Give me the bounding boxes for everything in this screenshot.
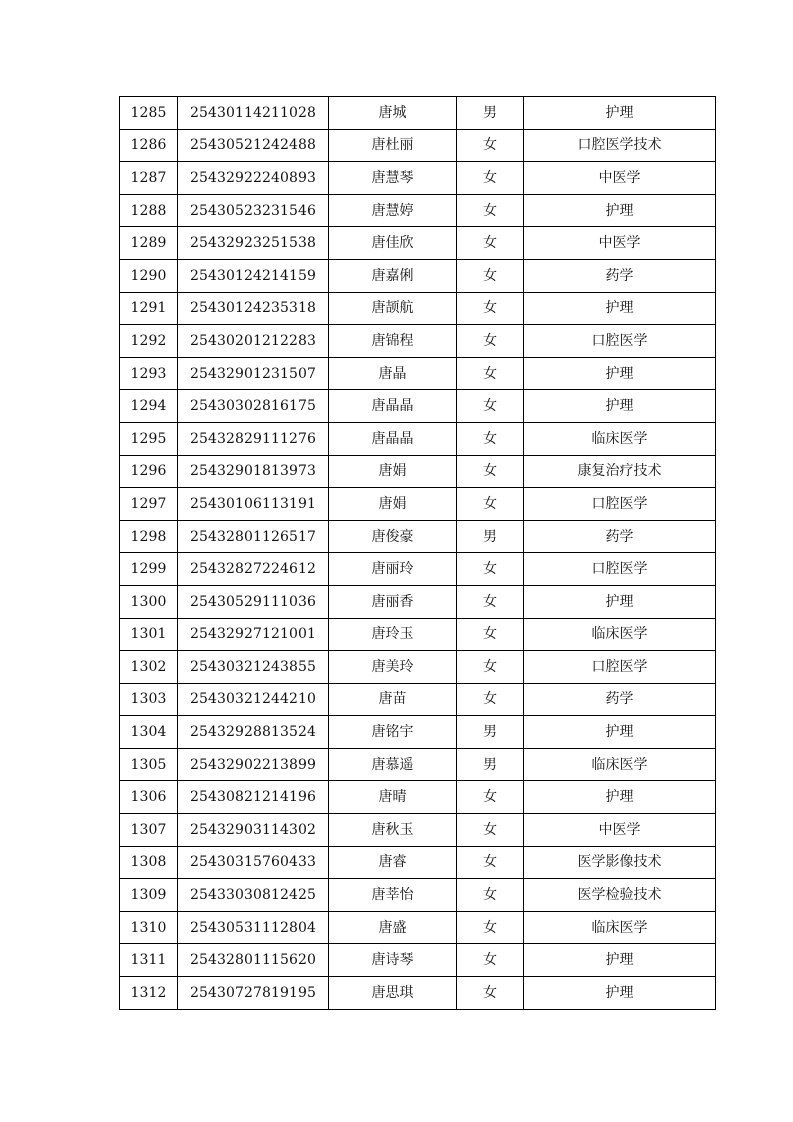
table-row [120,781,716,814]
student-id-cell: 25432922240893 [178,162,329,195]
student-name-cell: 唐杜丽 [329,129,457,162]
student-name-cell: 唐丽玲 [329,553,457,586]
student-name-cell: 唐睿 [329,846,457,879]
major-cell: 护理 [524,292,716,325]
row-number-cell: 1298 [120,520,178,553]
row-number-cell: 1300 [120,585,178,618]
student-id-cell: 25430727819195 [178,977,329,1010]
gender-cell: 女 [457,129,524,162]
student-name-cell: 唐秋玉 [329,814,457,847]
student-name-cell: 唐铭宇 [329,716,457,749]
student-name-cell: 唐城 [329,97,457,130]
gender-cell: 女 [457,553,524,586]
row-number-cell: 1311 [120,944,178,977]
student-name-cell: 唐慧婷 [329,194,457,227]
gender-cell: 女 [457,325,524,358]
row-number-cell: 1285 [120,97,178,130]
table-row [120,227,716,260]
gender-cell: 男 [457,716,524,749]
row-number-cell: 1302 [120,651,178,684]
table-row [120,455,716,488]
gender-cell: 女 [457,357,524,390]
roster-body [120,97,716,1010]
row-number-cell: 1312 [120,977,178,1010]
student-id-cell: 25430321243855 [178,651,329,684]
row-number-cell: 1308 [120,846,178,879]
student-name-cell: 唐颉航 [329,292,457,325]
row-number-cell: 1290 [120,259,178,292]
major-cell: 口腔医学 [524,553,716,586]
major-cell: 临床医学 [524,422,716,455]
row-number-cell: 1296 [120,455,178,488]
gender-cell: 男 [457,520,524,553]
major-cell: 护理 [524,194,716,227]
student-name-cell: 唐佳欣 [329,227,457,260]
gender-cell: 男 [457,748,524,781]
student-name-cell: 唐晴 [329,781,457,814]
student-id-cell: 25432829111276 [178,422,329,455]
major-cell: 药学 [524,259,716,292]
row-number-cell: 1303 [120,683,178,716]
student-id-cell: 25432927121001 [178,618,329,651]
student-id-cell: 25432827224612 [178,553,329,586]
table-row [120,879,716,912]
major-cell: 护理 [524,357,716,390]
row-number-cell: 1294 [120,390,178,423]
gender-cell: 女 [457,911,524,944]
student-id-cell: 25432801115620 [178,944,329,977]
gender-cell: 男 [457,97,524,130]
gender-cell: 女 [457,977,524,1010]
row-number-cell: 1305 [120,748,178,781]
student-id-cell: 25430302816175 [178,390,329,423]
student-name-cell: 唐慕遥 [329,748,457,781]
gender-cell: 女 [457,227,524,260]
row-number-cell: 1310 [120,911,178,944]
student-name-cell: 唐思琪 [329,977,457,1010]
student-id-cell: 25430521242488 [178,129,329,162]
table-row [120,651,716,684]
student-name-cell: 唐娟 [329,488,457,521]
major-cell: 临床医学 [524,748,716,781]
row-number-cell: 1307 [120,814,178,847]
table-row [120,944,716,977]
major-cell: 康复治疗技术 [524,455,716,488]
student-name-cell: 唐莘怡 [329,879,457,912]
gender-cell: 女 [457,879,524,912]
row-number-cell: 1299 [120,553,178,586]
gender-cell: 女 [457,944,524,977]
major-cell: 医学检验技术 [524,879,716,912]
gender-cell: 女 [457,292,524,325]
student-id-cell: 25430124235318 [178,292,329,325]
gender-cell: 女 [457,683,524,716]
student-id-cell: 25430201212283 [178,325,329,358]
student-id-cell: 25432902213899 [178,748,329,781]
student-name-cell: 唐丽香 [329,585,457,618]
gender-cell: 女 [457,422,524,455]
row-number-cell: 1297 [120,488,178,521]
major-cell: 护理 [524,585,716,618]
table-row [120,357,716,390]
student-name-cell: 唐玲玉 [329,618,457,651]
student-id-cell: 25432923251538 [178,227,329,260]
student-id-cell: 25432928813524 [178,716,329,749]
gender-cell: 女 [457,846,524,879]
student-name-cell: 唐苗 [329,683,457,716]
table-row [120,553,716,586]
student-id-cell: 25430531112804 [178,911,329,944]
table-row [120,194,716,227]
student-id-cell: 25432801126517 [178,520,329,553]
major-cell: 中医学 [524,227,716,260]
row-number-cell: 1306 [120,781,178,814]
row-number-cell: 1304 [120,716,178,749]
student-id-cell: 25430523231546 [178,194,329,227]
gender-cell: 女 [457,814,524,847]
student-name-cell: 唐诗琴 [329,944,457,977]
major-cell: 护理 [524,781,716,814]
student-name-cell: 唐娟 [329,455,457,488]
student-roster-table [119,96,716,1010]
table-row [120,618,716,651]
major-cell: 药学 [524,683,716,716]
table-row [120,716,716,749]
table-row [120,814,716,847]
major-cell: 口腔医学技术 [524,129,716,162]
table-row [120,97,716,130]
student-id-cell: 25430106113191 [178,488,329,521]
major-cell: 护理 [524,944,716,977]
gender-cell: 女 [457,390,524,423]
row-number-cell: 1301 [120,618,178,651]
gender-cell: 女 [457,162,524,195]
student-name-cell: 唐美玲 [329,651,457,684]
major-cell: 口腔医学 [524,325,716,358]
student-name-cell: 唐俊豪 [329,520,457,553]
major-cell: 中医学 [524,162,716,195]
major-cell: 护理 [524,97,716,130]
student-id-cell: 25430529111036 [178,585,329,618]
table-row [120,162,716,195]
student-id-cell: 25430315760433 [178,846,329,879]
row-number-cell: 1287 [120,162,178,195]
major-cell: 护理 [524,390,716,423]
gender-cell: 女 [457,585,524,618]
student-id-cell: 25432901813973 [178,455,329,488]
table-row [120,683,716,716]
gender-cell: 女 [457,259,524,292]
student-id-cell: 25430821214196 [178,781,329,814]
major-cell: 临床医学 [524,911,716,944]
student-name-cell: 唐嘉俐 [329,259,457,292]
student-name-cell: 唐慧琴 [329,162,457,195]
student-id-cell: 25433030812425 [178,879,329,912]
student-name-cell: 唐晶 [329,357,457,390]
table-row [120,520,716,553]
major-cell: 中医学 [524,814,716,847]
row-number-cell: 1295 [120,422,178,455]
row-number-cell: 1286 [120,129,178,162]
table-row [120,911,716,944]
student-name-cell: 唐盛 [329,911,457,944]
gender-cell: 女 [457,488,524,521]
major-cell: 临床医学 [524,618,716,651]
major-cell: 药学 [524,520,716,553]
row-number-cell: 1293 [120,357,178,390]
major-cell: 口腔医学 [524,488,716,521]
table-row [120,846,716,879]
gender-cell: 女 [457,651,524,684]
table-row [120,977,716,1010]
student-id-cell: 25430321244210 [178,683,329,716]
row-number-cell: 1288 [120,194,178,227]
table-row [120,292,716,325]
table-row [120,325,716,358]
major-cell: 护理 [524,716,716,749]
student-id-cell: 25432901231507 [178,357,329,390]
row-number-cell: 1292 [120,325,178,358]
major-cell: 护理 [524,977,716,1010]
table-row [120,129,716,162]
row-number-cell: 1291 [120,292,178,325]
student-name-cell: 唐晶晶 [329,422,457,455]
student-name-cell: 唐锦程 [329,325,457,358]
table-row [120,748,716,781]
row-number-cell: 1289 [120,227,178,260]
table-row [120,259,716,292]
gender-cell: 女 [457,455,524,488]
gender-cell: 女 [457,618,524,651]
row-number-cell: 1309 [120,879,178,912]
major-cell: 口腔医学 [524,651,716,684]
student-id-cell: 25430114211028 [178,97,329,130]
table-row [120,390,716,423]
student-name-cell: 唐晶晶 [329,390,457,423]
table-row [120,488,716,521]
student-id-cell: 25430124214159 [178,259,329,292]
student-id-cell: 25432903114302 [178,814,329,847]
table-row [120,422,716,455]
gender-cell: 女 [457,194,524,227]
table-row [120,585,716,618]
major-cell: 医学影像技术 [524,846,716,879]
gender-cell: 女 [457,781,524,814]
